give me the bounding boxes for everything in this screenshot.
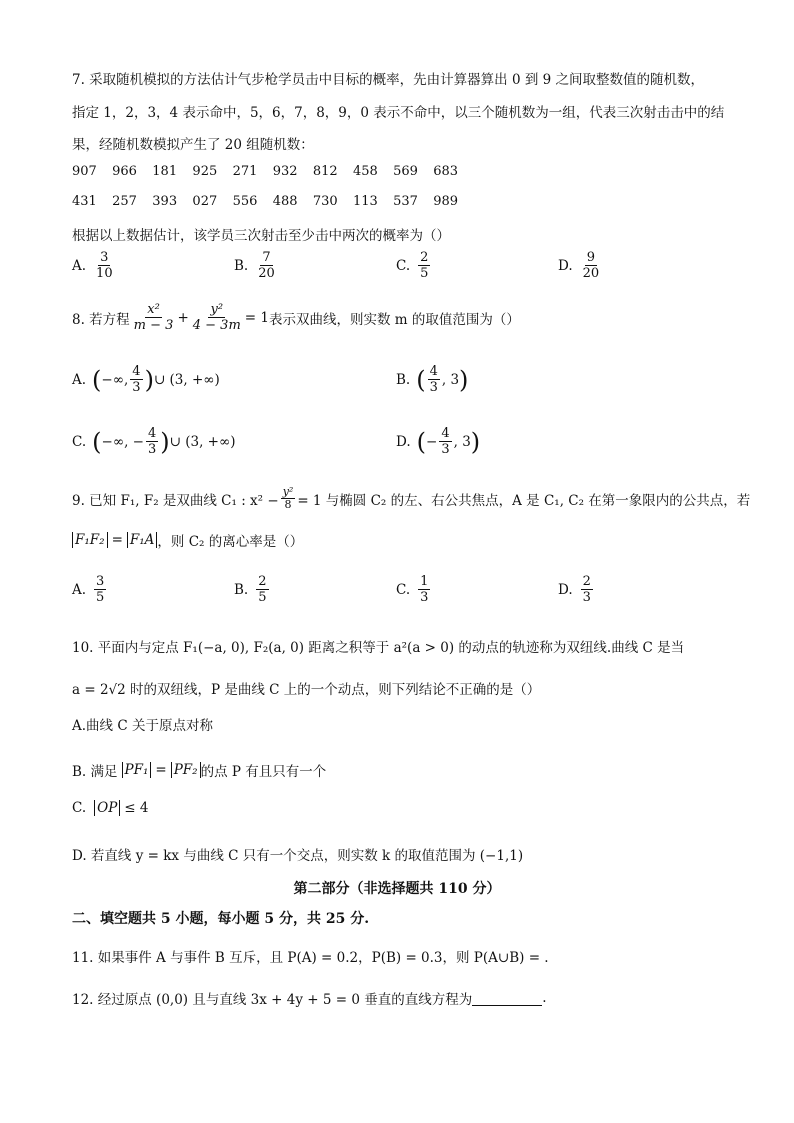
option-label: A. <box>72 581 87 598</box>
random-number: 271 <box>232 164 258 179</box>
random-number: 932 <box>272 164 298 179</box>
frac-num: 4 <box>147 426 157 441</box>
frac-den: 3 <box>147 442 157 457</box>
frac-num: 4 <box>132 364 141 379</box>
random-number: 907 <box>72 164 97 179</box>
q8-option-c[interactable] <box>72 426 236 457</box>
frac-num: 4 <box>441 426 450 441</box>
frac-num: 7 <box>262 250 271 265</box>
random-number: 989 <box>433 194 459 209</box>
frac-num: 9 <box>586 250 596 265</box>
q12-stem <box>72 988 547 1008</box>
frac-den: 20 <box>582 266 600 281</box>
random-number: 683 <box>433 164 459 179</box>
abs-op: OP <box>94 800 120 816</box>
plus-sign: + <box>177 309 189 326</box>
interval-text: ∪ (3, +∞) <box>153 371 220 388</box>
paren-left-icon: ( <box>92 365 102 394</box>
paren-right-icon: ) <box>470 427 481 456</box>
frac-num: 4 <box>429 364 438 379</box>
q8-option-d[interactable] <box>396 426 480 457</box>
frac-den: m − 3 <box>133 318 174 333</box>
equals: = <box>155 762 167 778</box>
frac-num: 2 <box>582 574 591 589</box>
option-label: D. <box>558 257 573 274</box>
option-label: D. <box>558 581 573 598</box>
paren-left-icon: ( <box>416 427 427 456</box>
q7-random-row-2 <box>72 194 469 209</box>
frac-num: y² <box>282 485 294 498</box>
q7-random-row-1 <box>72 164 469 179</box>
frac-den: 3 <box>441 442 450 457</box>
q12-text: 12. 经过原点 (0,0) 且与直线 3x + 4y + 5 = 0 垂直的直线方程为 <box>72 992 473 1008</box>
q9-stem-line-2 <box>72 530 303 550</box>
q8-option-b[interactable] <box>396 364 468 395</box>
random-number: 027 <box>192 194 218 209</box>
random-number: 556 <box>232 194 258 209</box>
q9-option-b[interactable] <box>234 574 271 605</box>
option-text: C. <box>72 800 87 816</box>
q8-stem <box>72 302 520 333</box>
frac-den: 4 − 3m <box>192 318 241 333</box>
paren-left-icon: ( <box>416 365 426 394</box>
q10-option-c[interactable] <box>72 800 149 816</box>
section-heading: 二、填空题共 5 小题，每小题 5 分，共 25 分. <box>72 911 370 927</box>
frac-den: 10 <box>96 266 113 281</box>
q8-option-a[interactable] <box>72 364 220 395</box>
frac-den: 5 <box>420 266 429 281</box>
equals: = <box>111 532 123 548</box>
paren-right-icon: ) <box>160 427 170 456</box>
q7-line-1: 7. 采取随机模拟的方法估计气步枪学员击中目标的概率，先由计算器算出 0 到 9 之间取整数值的随机数， <box>72 72 705 88</box>
q9-prefix: 9. 已知 F₁, F₂ 是双曲线 C₁ : x² − <box>72 492 279 509</box>
section-title: 第二部分（非选择题共 110 分） <box>293 881 501 897</box>
q10-option-d[interactable]: D. 若直线 y = kx 与曲线 C 只有一个交点，则实数 k 的取值范围为 (−1,1) <box>72 848 524 864</box>
option-label: A. <box>72 257 87 274</box>
paren-right-icon: ) <box>144 365 154 394</box>
frac-num: x² <box>147 302 160 317</box>
q11-text: 11. 如果事件 A 与事件 B 互斥，且 P(A) = 0.2，P(B) = 0.3，则 P(A∪B) = . <box>72 950 549 966</box>
random-number: 730 <box>312 194 338 209</box>
random-number: 812 <box>312 164 338 179</box>
q9-suffix: = 1 与椭圆 C₂ 的左、右公共焦点，A 是 C₁, C₂ 在第一象限内的公共点，若 <box>297 492 751 509</box>
frac-den: 3 <box>582 590 591 605</box>
paren-right-icon: ) <box>459 365 469 394</box>
frac-num: 3 <box>96 574 105 589</box>
frac-den: 3 <box>132 380 141 395</box>
option-label: C. <box>396 257 411 274</box>
random-number: 257 <box>112 194 137 209</box>
q9-option-a[interactable] <box>72 574 108 605</box>
answer-blank[interactable] <box>472 991 542 1006</box>
random-number: 113 <box>352 194 378 209</box>
abs-pf2: PF₂ <box>171 762 201 778</box>
option-text: 的点 P 有且只有一个 <box>200 764 327 780</box>
option-text: B. 满足 <box>72 764 118 780</box>
interval-text: , 3 <box>453 433 471 450</box>
interval-text: , 3 <box>441 371 460 388</box>
frac-num: 1 <box>420 574 429 589</box>
option-label: B. <box>234 257 249 274</box>
q10-line-2: a = 2√2 时的双纽线，P 是曲线 C 上的一个动点，则下列结论不正确的是（） <box>72 682 541 698</box>
option-label: A. <box>72 371 87 388</box>
q9-stem-line-1 <box>72 486 750 511</box>
option-label: C. <box>72 433 87 450</box>
interval-text: −∞, <box>101 371 129 388</box>
random-number: 966 <box>112 164 137 179</box>
q9-line2-rest: ，则 C₂ 的离心率是（） <box>157 534 304 550</box>
abs-f1f2: F₁F₂ <box>72 532 108 548</box>
frac-num: 2 <box>258 574 267 589</box>
abs-f1a: F₁A <box>127 532 158 548</box>
q12-end: . <box>542 990 547 1006</box>
frac-den: 20 <box>258 266 275 281</box>
option-label: B. <box>396 371 411 388</box>
interval-text: −∞, − <box>101 433 144 450</box>
interval-text: ∪ (3, +∞) <box>169 433 236 450</box>
frac-num: 2 <box>420 250 429 265</box>
q10-option-a[interactable]: A.曲线 C 关于原点对称 <box>72 718 213 734</box>
random-number: 431 <box>72 194 97 209</box>
option-label: B. <box>234 581 249 598</box>
equals: = 1 <box>244 309 269 326</box>
frac-den: 5 <box>96 590 105 605</box>
q7-option-d[interactable] <box>558 250 603 281</box>
q7-option-c[interactable] <box>396 250 432 281</box>
frac-den: 5 <box>258 590 267 605</box>
random-number: 181 <box>152 164 178 179</box>
random-number: 537 <box>393 194 418 209</box>
q7-option-a[interactable] <box>72 250 117 281</box>
option-text: ≤ 4 <box>124 800 149 816</box>
q7-line-3: 果，经随机数模拟产生了 20 组随机数： <box>72 137 314 153</box>
random-number: 393 <box>152 194 178 209</box>
abs-pf1: PF₁ <box>122 762 152 778</box>
q10-line-1: 10. 平面内与定点 F₁(−a, 0), F₂(a, 0) 距离之积等于 a²(a > 0) 的动点的轨迹称为双纽线.曲线 C 是当 <box>72 640 685 656</box>
random-number: 488 <box>272 194 298 209</box>
option-label: C. <box>396 581 411 598</box>
random-number: 925 <box>192 164 218 179</box>
frac-num: y² <box>210 302 224 317</box>
paren-left-icon: ( <box>92 427 102 456</box>
q9-option-d[interactable] <box>558 574 595 605</box>
frac-num: 3 <box>100 250 109 265</box>
q7-option-b[interactable] <box>234 250 279 281</box>
q10-option-b[interactable] <box>72 760 326 780</box>
q8-prefix: 8. 若方程 <box>72 311 130 328</box>
q8-suffix: 表示双曲线，则实数 m 的取值范围为（） <box>268 311 520 328</box>
interval-text: − <box>426 433 438 450</box>
frac-den: 8 <box>284 498 292 511</box>
q7-line-4: 根据以上数据估计，该学员三次射击至少击中两次的概率为（） <box>72 228 450 244</box>
random-number: 458 <box>352 164 378 179</box>
option-label: D. <box>396 433 411 450</box>
q9-option-c[interactable] <box>396 574 432 605</box>
frac-den: 3 <box>429 380 438 395</box>
random-number: 569 <box>393 164 418 179</box>
frac-den: 3 <box>420 590 429 605</box>
q7-line-2: 指定 1，2，3，4 表示命中，5，6，7，8，9，0 表示不命中，以三个随机数为一组，代表三次射击击中的结 <box>72 105 725 121</box>
